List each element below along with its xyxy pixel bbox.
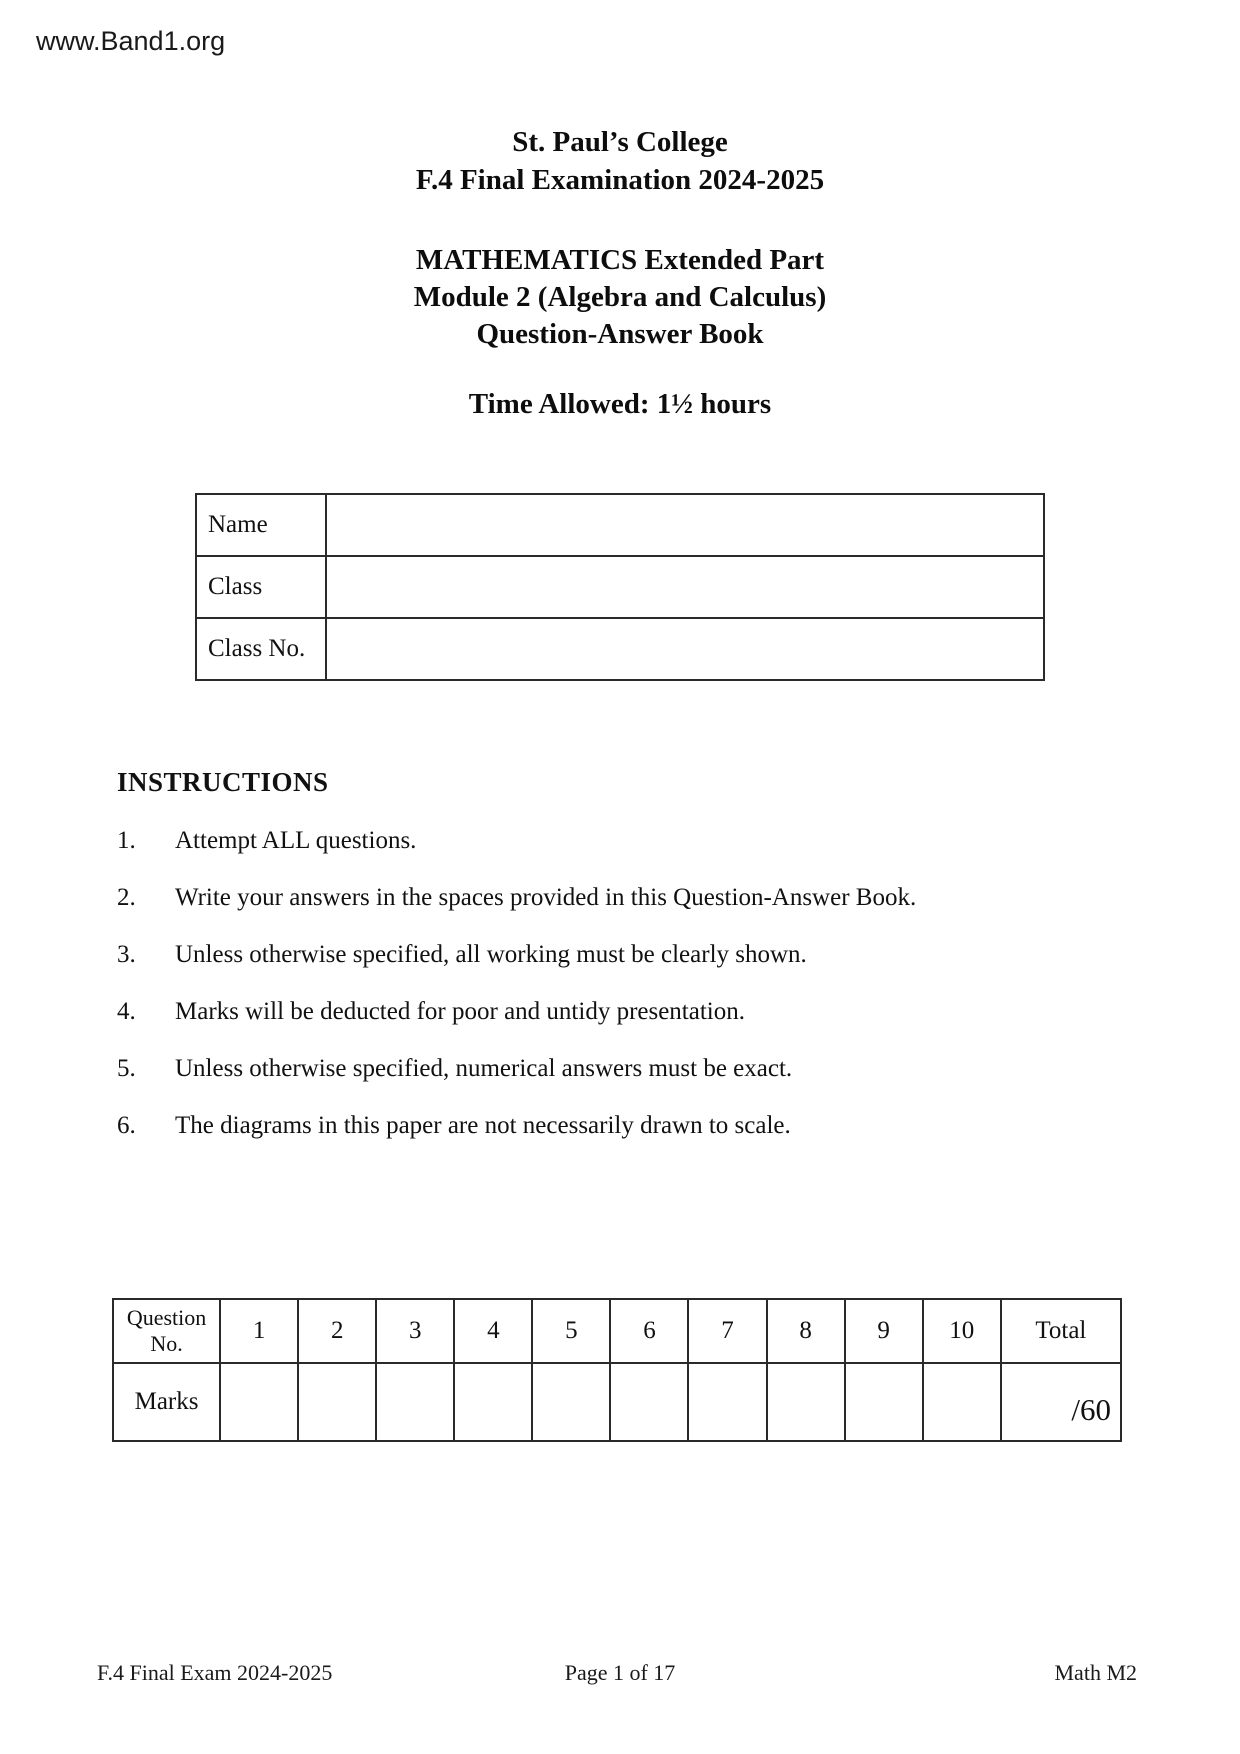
question-col-header: 6 xyxy=(610,1299,688,1363)
instruction-number: 1. xyxy=(117,826,136,854)
instructions-heading: INSTRUCTIONS xyxy=(117,767,329,797)
footer-exam-name: F.4 Final Exam 2024-2025 xyxy=(97,1660,333,1685)
name-field xyxy=(326,494,1044,556)
instruction-text: Unless otherwise specified, numerical answers must be exact. xyxy=(175,1054,793,1082)
question-no-line2: No. xyxy=(150,1331,183,1356)
list-item xyxy=(117,926,1077,983)
list-item xyxy=(117,983,1077,1040)
question-col-header: 9 xyxy=(845,1299,923,1363)
subject-line-2: Module 2 (Algebra and Calculus) xyxy=(413,281,827,313)
table-row xyxy=(113,1363,1121,1441)
table-row xyxy=(196,556,1044,618)
question-col-header: 8 xyxy=(767,1299,845,1363)
instruction-number: 5. xyxy=(117,1054,136,1082)
instruction-text: Attempt ALL questions. xyxy=(175,826,417,854)
question-no-line1: Question xyxy=(126,1305,207,1330)
question-col-header: 10 xyxy=(923,1299,1001,1363)
instruction-text: Unless otherwise specified, all working must be clearly shown. xyxy=(175,940,807,968)
instruction-number: 6. xyxy=(117,1111,136,1139)
subject-title-block xyxy=(0,242,1240,353)
marks-cell xyxy=(454,1363,532,1441)
footer-page-number: Page 1 of 17 xyxy=(564,1660,676,1685)
marks-cell xyxy=(376,1363,454,1441)
list-item xyxy=(117,869,1077,926)
instruction-text: Write your answers in the spaces provided in this Question-Answer Book. xyxy=(175,883,917,911)
question-col-header: 5 xyxy=(532,1299,610,1363)
marks-cell xyxy=(845,1363,923,1441)
marks-row-label: Marks xyxy=(113,1363,220,1441)
marks-cell xyxy=(767,1363,845,1441)
table-row xyxy=(113,1299,1121,1363)
instructions-list xyxy=(117,812,1077,1154)
instruction-text: Marks will be deducted for poor and untidy presentation. xyxy=(175,997,745,1025)
question-col-header: 2 xyxy=(298,1299,376,1363)
name-label: Name xyxy=(196,494,326,556)
footer-paper-code: Math M2 xyxy=(1054,1660,1137,1685)
class-label: Class xyxy=(196,556,326,618)
marks-cell xyxy=(298,1363,376,1441)
subject-line-1: MATHEMATICS Extended Part xyxy=(415,244,825,276)
instruction-number: 3. xyxy=(117,940,136,968)
time-allowed-line: Time Allowed: 1½ hours xyxy=(468,388,772,420)
class-no-label: Class No. xyxy=(196,618,326,680)
class-field xyxy=(326,556,1044,618)
instruction-text: The diagrams in this paper are not necessarily drawn to scale. xyxy=(175,1111,791,1139)
marks-cell xyxy=(688,1363,766,1441)
student-info-table xyxy=(195,493,1045,681)
total-marks-cell xyxy=(1001,1363,1121,1441)
site-watermark: www.Band1.org xyxy=(36,26,226,56)
table-row xyxy=(196,494,1044,556)
marks-summary-table xyxy=(112,1298,1122,1442)
marks-cell xyxy=(610,1363,688,1441)
exam-title-block xyxy=(0,123,1240,199)
total-header: Total xyxy=(1001,1299,1121,1363)
list-item xyxy=(117,1040,1077,1097)
question-col-header: 4 xyxy=(454,1299,532,1363)
total-score-denominator: /60 xyxy=(1071,1392,1111,1427)
school-name: St. Paul’s College xyxy=(512,126,728,158)
class-no-field xyxy=(326,618,1044,680)
marks-cell xyxy=(220,1363,298,1441)
marks-cell xyxy=(923,1363,1001,1441)
instruction-number: 2. xyxy=(117,883,136,911)
instruction-number: 4. xyxy=(117,997,136,1025)
subject-line-3: Question-Answer Book xyxy=(476,318,764,350)
list-item xyxy=(117,1097,1077,1154)
question-col-header: 3 xyxy=(376,1299,454,1363)
question-col-header: 1 xyxy=(220,1299,298,1363)
question-no-header xyxy=(113,1299,220,1363)
question-col-header: 7 xyxy=(688,1299,766,1363)
marks-cell xyxy=(532,1363,610,1441)
exam-name: F.4 Final Examination 2024-2025 xyxy=(415,164,825,196)
table-row xyxy=(196,618,1044,680)
list-item xyxy=(117,812,1077,869)
